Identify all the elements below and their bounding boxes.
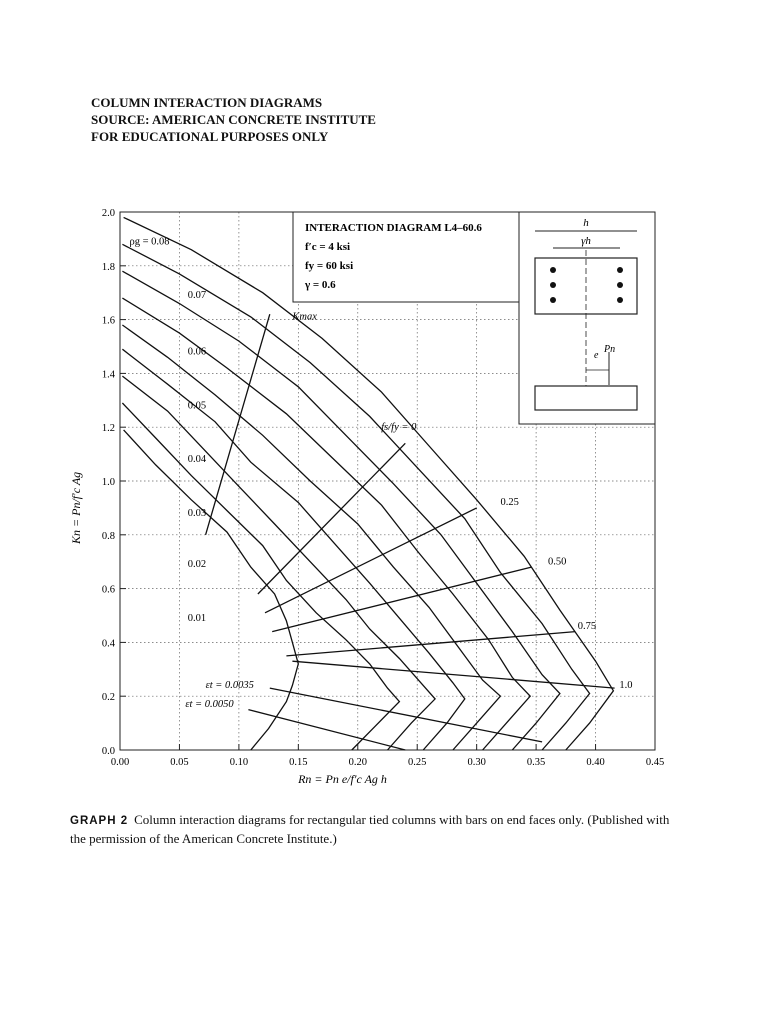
caption-label: GRAPH 2 <box>70 815 129 827</box>
y-tick-label: 0.4 <box>101 638 115 650</box>
radial-line <box>258 443 405 594</box>
x-tick-label: 0.10 <box>229 757 249 768</box>
chart-title: INTERACTION DIAGRAM L4–60.6 <box>305 222 482 234</box>
y-axis-label: Kn = Pn/f′c Ag <box>69 471 83 544</box>
column-elevation <box>535 386 637 410</box>
rho-label: 0.03 <box>187 507 207 519</box>
x-tick-label: 0.35 <box>526 757 546 768</box>
figure-caption <box>70 811 670 848</box>
rho-label: 0.05 <box>187 400 207 412</box>
y-tick-label: 1.8 <box>101 261 115 273</box>
inset-gh-label: γh <box>581 235 591 247</box>
fsfy-label: 0.50 <box>548 556 567 568</box>
rebar-dot <box>550 267 556 273</box>
chart-param: f′c = 4 ksi <box>305 241 351 253</box>
rho-label: 0.06 <box>187 346 207 358</box>
x-tick-label: 0.00 <box>110 757 130 768</box>
kmax-label: Kmax <box>292 311 317 323</box>
inset-p-label: Pn <box>604 344 616 355</box>
y-tick-label: 0.8 <box>101 530 115 542</box>
rho-label: ρg = 0.08 <box>129 236 170 248</box>
header-title: COLUMN INTERACTION DIAGRAMS <box>91 95 323 110</box>
x-tick-label: 0.25 <box>408 757 427 768</box>
rho-label: 0.07 <box>187 290 207 302</box>
fsfy-label: 0.75 <box>577 620 597 632</box>
radial-line <box>265 508 477 613</box>
y-tick-label: 2.0 <box>101 208 115 219</box>
x-axis-label: Rn = Pn e/f′c Ag h <box>298 772 387 786</box>
y-tick-label: 1.6 <box>101 315 115 327</box>
rho-label: 0.04 <box>187 454 207 466</box>
strain-label: εt = 0.0050 <box>185 698 234 710</box>
inset-e-label: e <box>594 350 599 361</box>
rho-label: 0.01 <box>187 612 207 624</box>
radial-line <box>286 632 575 656</box>
header-note: FOR EDUCATIONAL PURPOSES ONLY <box>91 129 329 144</box>
chart-param: fy = 60 ksi <box>305 260 354 272</box>
strain-label: εt = 0.0035 <box>205 680 254 692</box>
series-curve <box>122 346 464 750</box>
rebar-dot <box>617 267 623 273</box>
rebar-dot <box>550 282 556 288</box>
y-tick-label: 0.2 <box>101 692 115 704</box>
fsfy-label: fs/fy = 0 <box>381 421 417 433</box>
header-source: SOURCE: AMERICAN CONCRETE INSTITUTE <box>91 112 376 127</box>
caption-text: Column interaction diagrams for rectangular tied columns with bars on end faces only. (Published with the permission of the American Concrete Institute.) <box>70 812 670 846</box>
x-tick-label: 0.30 <box>467 757 486 768</box>
rebar-dot <box>617 297 623 303</box>
fsfy-label: 0.25 <box>500 497 519 509</box>
chart-param: γ = 0.6 <box>305 279 336 291</box>
x-tick-label: 0.45 <box>645 757 665 768</box>
y-tick-label: 1.4 <box>101 369 115 381</box>
fsfy-label: 1.0 <box>619 680 633 692</box>
y-tick-label: 0.0 <box>101 746 115 757</box>
rho-label: 0.02 <box>187 559 207 571</box>
x-tick-label: 0.20 <box>348 757 367 768</box>
x-tick-label: 0.15 <box>289 757 308 768</box>
x-tick-label: 0.40 <box>586 757 605 768</box>
y-tick-label: 0.6 <box>101 584 115 596</box>
inset-h-label: h <box>583 217 589 229</box>
rebar-dot <box>550 297 556 303</box>
y-tick-label: 1.0 <box>101 477 115 488</box>
y-tick-label: 1.2 <box>101 423 115 435</box>
rebar-dot <box>617 282 623 288</box>
x-tick-label: 0.05 <box>170 757 189 768</box>
radial-line <box>248 710 405 750</box>
radial-line <box>206 314 270 535</box>
